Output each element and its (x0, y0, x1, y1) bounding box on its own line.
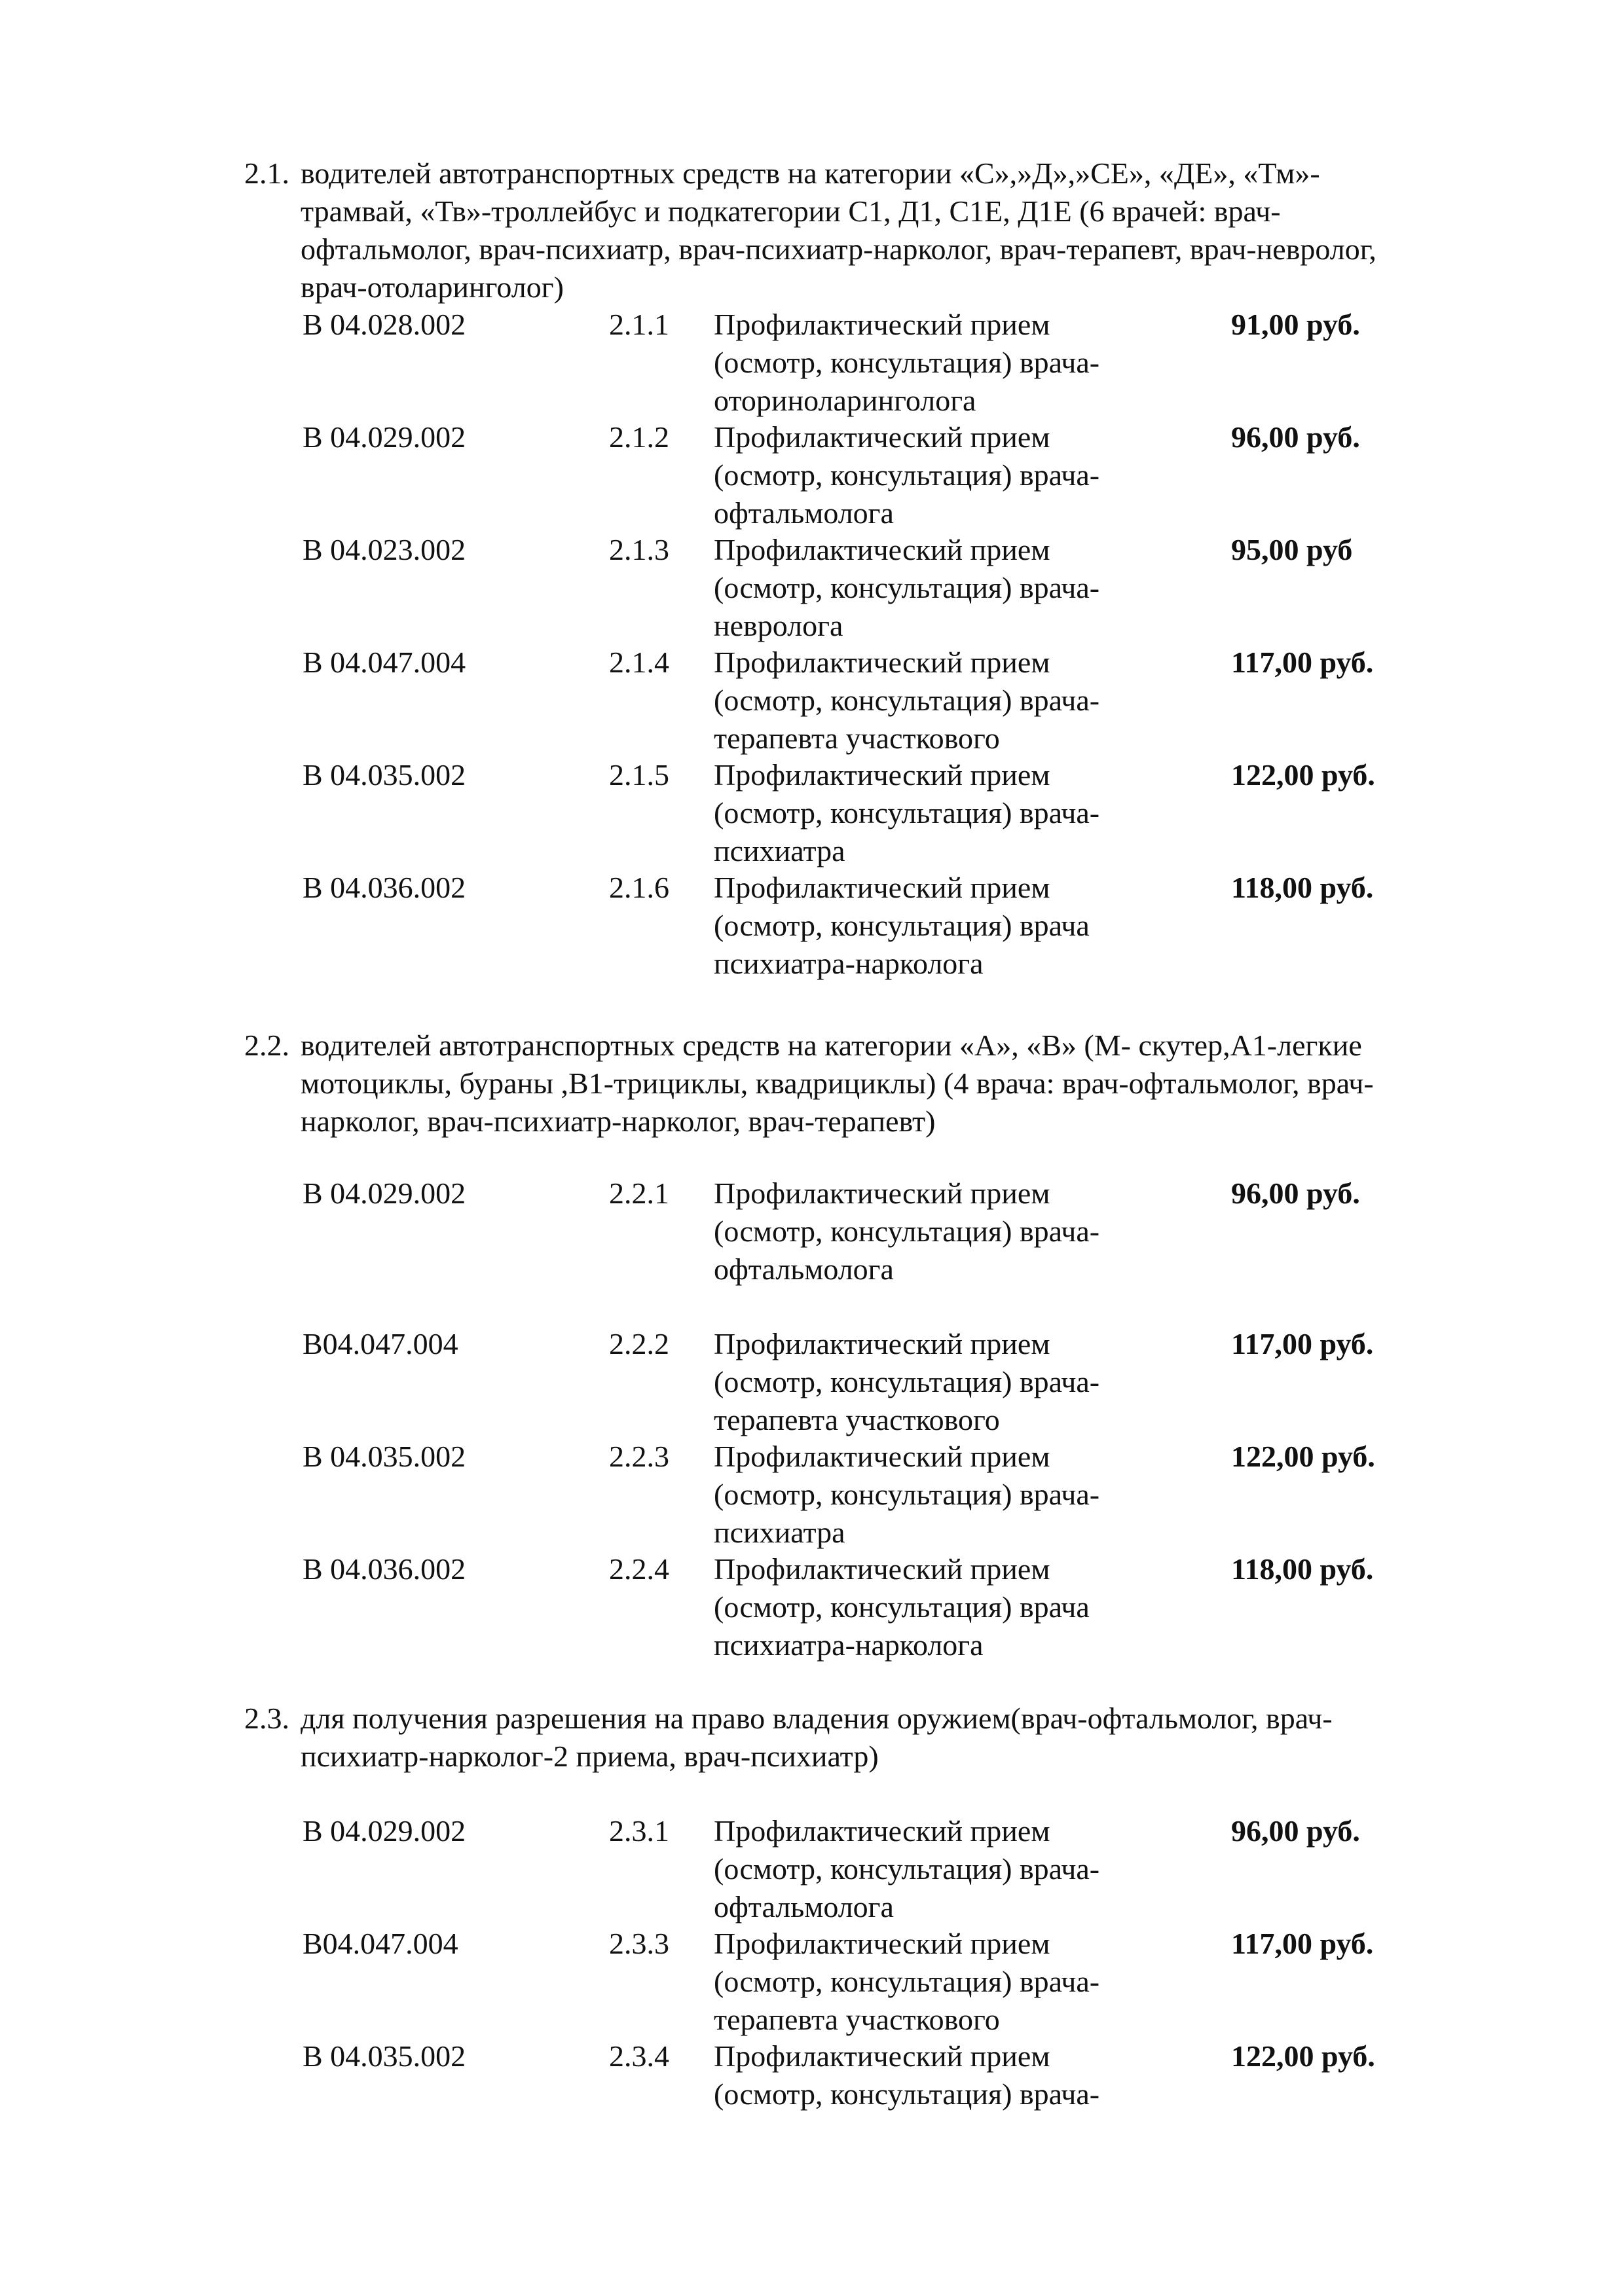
service-price: 96,00 руб. (1231, 1814, 1360, 1848)
service-row (0, 1175, 1624, 1288)
description-line: терапевта участкового (714, 1403, 1000, 1436)
section-description (301, 1027, 1502, 1140)
description-line: Профилактический прием (714, 646, 1050, 679)
service-code: В 04.036.002 (303, 871, 466, 904)
section-line: мотоциклы, бураны ,В1-трициклы, квадрициклы) (4 врача: врач-офтальмолог, врач- (301, 1066, 1374, 1100)
service-price: 96,00 руб. (1231, 1176, 1360, 1210)
description-line: психиатра (714, 834, 845, 867)
description-line: Профилактический прием (714, 2039, 1050, 2073)
service-number: 2.1.3 (609, 533, 669, 566)
service-code: В 04.035.002 (303, 1440, 466, 1473)
service-code: В 04.035.002 (303, 758, 466, 792)
service-description (714, 1925, 1172, 2039)
service-number: 2.3.4 (609, 2039, 669, 2073)
description-line: (осмотр, консультация) врача- (714, 796, 1100, 829)
service-number: 2.1.5 (609, 758, 669, 792)
service-number: 2.2.2 (609, 1327, 669, 1360)
description-line: Профилактический прием (714, 308, 1050, 341)
section-heading (244, 155, 1502, 306)
description-line: Профилактический прием (714, 533, 1050, 566)
section-line: трамвай, «Тв»-троллейбус и подкатегории С1, Д1, С1Е, Д1Е (6 врачей: врач- (301, 194, 1281, 228)
service-row (0, 1325, 1624, 1439)
service-code: В 04.047.004 (303, 646, 466, 679)
service-description (714, 869, 1172, 983)
section-line: психиатр-нарколог-2 приема, врач-психиатр) (301, 1740, 879, 1773)
service-price: 118,00 руб. (1231, 1552, 1374, 1586)
service-code: В04.047.004 (303, 1327, 458, 1360)
description-line: невролога (714, 609, 843, 642)
description-line: офтальмолога (714, 1252, 894, 1286)
service-price: 122,00 руб. (1231, 1440, 1375, 1473)
service-description (714, 306, 1172, 420)
service-row (0, 1550, 1624, 1664)
service-number: 2.3.3 (609, 1927, 669, 1960)
service-row (0, 644, 1624, 757)
service-row (0, 869, 1624, 983)
service-price: 122,00 руб. (1231, 2039, 1375, 2073)
section-line: офтальмолог, врач-психиатр, врач-психиатр-нарколог, врач-терапевт, врач-невролог, (301, 232, 1376, 266)
description-line: терапевта участкового (714, 721, 1000, 755)
service-row (0, 756, 1624, 870)
service-code: В04.047.004 (303, 1927, 458, 1960)
service-code: В 04.036.002 (303, 1552, 466, 1586)
description-line: Профилактический прием (714, 1814, 1050, 1848)
service-code: В 04.035.002 (303, 2039, 466, 2073)
section-description (301, 1700, 1502, 1776)
description-line: (осмотр, консультация) врача- (714, 1478, 1100, 1511)
description-line: (осмотр, консультация) врача- (714, 571, 1100, 604)
service-price: 117,00 руб. (1231, 646, 1374, 679)
description-line: психиатра (714, 1516, 845, 1549)
service-code: В 04.029.002 (303, 1176, 466, 1210)
description-line: офтальмолога (714, 496, 894, 530)
service-price: 118,00 руб. (1231, 871, 1374, 904)
description-line: Профилактический прием (714, 1327, 1050, 1360)
service-row (0, 2037, 1624, 2116)
service-description (714, 2037, 1172, 2113)
description-line: офтальмолога (714, 1890, 894, 1923)
description-line: (осмотр, консультация) врача (714, 1590, 1090, 1624)
service-row (0, 1438, 1624, 1552)
service-price: 96,00 руб. (1231, 420, 1360, 454)
service-number: 2.3.1 (609, 1814, 669, 1848)
section-line: для получения разрешения на право владения оружием(врач-офтальмолог, врач- (301, 1702, 1333, 1735)
service-description (714, 1812, 1172, 1926)
service-price: 117,00 руб. (1231, 1327, 1374, 1360)
service-code: В 04.028.002 (303, 308, 466, 341)
description-line: Профилактический прием (714, 1927, 1050, 1960)
description-line: психиатра-нарколога (714, 947, 984, 980)
description-line: Профилактический прием (714, 1552, 1050, 1586)
description-line: (осмотр, консультация) врача- (714, 1852, 1100, 1886)
description-line: (осмотр, консультация) врача- (714, 458, 1100, 492)
description-line: (осмотр, консультация) врача (714, 909, 1090, 942)
service-description (714, 1438, 1172, 1552)
description-line: (осмотр, консультация) врача- (714, 1965, 1100, 1998)
description-line: психиатра-нарколога (714, 1628, 984, 1662)
service-row (0, 1812, 1624, 1926)
description-line: (осмотр, консультация) врача- (714, 1365, 1100, 1398)
service-description (714, 1175, 1172, 1288)
section-heading (244, 1700, 1502, 1776)
description-line: (осмотр, консультация) врача- (714, 683, 1100, 717)
service-number: 2.2.1 (609, 1176, 669, 1210)
service-price: 122,00 руб. (1231, 758, 1375, 792)
service-row (0, 306, 1624, 420)
description-line: терапевта участкового (714, 2003, 1000, 2036)
section-line: врач-отоларинголог) (301, 270, 564, 304)
description-line: (осмотр, консультация) врача- (714, 346, 1100, 379)
service-row (0, 418, 1624, 532)
service-code: В 04.023.002 (303, 533, 466, 566)
service-price: 117,00 руб. (1231, 1927, 1374, 1960)
description-line: Профилактический прием (714, 1440, 1050, 1473)
service-code: В 04.029.002 (303, 1814, 466, 1848)
service-description (714, 531, 1172, 645)
service-number: 2.2.3 (609, 1440, 669, 1473)
service-price: 91,00 руб. (1231, 308, 1360, 341)
service-number: 2.1.1 (609, 308, 669, 341)
description-line: Профилактический прием (714, 420, 1050, 454)
service-description (714, 418, 1172, 532)
section-number: 2.2. (244, 1029, 289, 1062)
service-description (714, 1550, 1172, 1664)
section-line: водителей автотранспортных средств на категории «А», «В» (М- скутер,А1-легкие (301, 1029, 1362, 1062)
service-number: 2.1.4 (609, 646, 669, 679)
section-number: 2.1. (244, 156, 289, 190)
service-description (714, 756, 1172, 870)
service-description (714, 1325, 1172, 1439)
service-number: 2.1.6 (609, 871, 669, 904)
description-line: (осмотр, консультация) врача- (714, 2077, 1100, 2111)
description-line: Профилактический прием (714, 1176, 1050, 1210)
service-number: 2.2.4 (609, 1552, 669, 1586)
section-number: 2.3. (244, 1702, 289, 1735)
description-line: (осмотр, консультация) врача- (714, 1214, 1100, 1248)
section-line: водителей автотранспортных средств на категории «С»,»Д»,»СЕ», «ДЕ», «Тм»- (301, 156, 1320, 190)
service-code: В 04.029.002 (303, 420, 466, 454)
description-line: Профилактический прием (714, 758, 1050, 792)
section-heading (244, 1027, 1502, 1140)
description-line: Профилактический прием (714, 871, 1050, 904)
service-row (0, 531, 1624, 645)
service-description (714, 644, 1172, 757)
service-number: 2.1.2 (609, 420, 669, 454)
section-line: нарколог, врач-психиатр-нарколог, врач-терапевт) (301, 1104, 936, 1138)
section-description (301, 155, 1502, 306)
service-row (0, 1925, 1624, 2039)
description-line: оториноларинголога (714, 384, 976, 417)
service-price: 95,00 руб (1231, 533, 1353, 566)
